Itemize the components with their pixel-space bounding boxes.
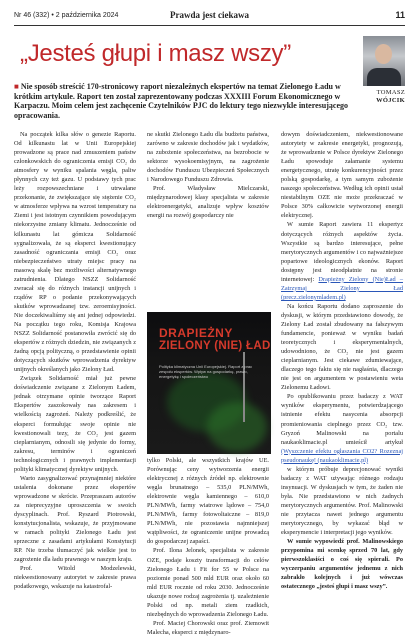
article-title: „Jesteś głupi i masz wszy” <box>20 40 291 67</box>
paragraph: w którym próbuje deprecjonować wyniki badaczy z WAT używając różnego rodzaju insynuacji. W dyskusjach w tym, że żaden nie była. Nie przedstawiono w nich żadnych merytorycznych argumentów. Prof. Malinowski nie przytacza nawet jednego argumentu merytorycznego, by wykazać błąd w eksperymencie i interpretacji jego wyników. <box>281 465 403 537</box>
report-cover-image <box>147 312 271 454</box>
paragraph <box>281 220 403 301</box>
column-3 <box>281 20 403 591</box>
paragraph: Na końcu Raportu dodano zaproszenie do dyskusji, w którym przedstawiono dowody, że Zielony Ład został zbudowany na fałszywym fundamencie, ponieważ w wyniku badań teoretycznych i eksperymentalnych, udowodniono, że CO₂ nie jest gazem cieplarnianym. Jest ciekawe zdumiewające, dlaczego tego faktu się nie nagłaśnia, dlaczego nie jest on argumentem w postawieniu weta Zielonemu Ładowi. <box>281 302 403 392</box>
paragraph-text: W sumie Raport zawiera 11 ekspertyz dotyczących różnych aspektów życia. Wszystkie są bardzo interesujące, pełne merytorycznych argumentów i co najważniejsze popartowe ideologicznych ekonów. Raport dostępny jest nieodpłatnie na stronie internetowej: <box>281 221 403 283</box>
closing-paragraph: W sumie wypowiedź prof. Malinowskiego przypomina mi scenkę sprzed 70 lat, gdy pierwszoklasiści o coś się spierali. Po wyczerpaniu argumentów jednemu z nich zabrakło kolejnych i już wówczas ostatecznego „jesteś głupi i masz wszy”. <box>281 538 403 591</box>
article-link[interactable]: (Wyszczenie efektu ogłaszania CO2? Rozeznaj pseudonaukę! (naukaoklimacie.pl) <box>281 447 403 464</box>
column-2-bottom <box>147 456 269 636</box>
paragraph: dowym doświadczeniem, niekwestionowane autorytety w zakresie energetyki, prognozują, że wprowadzenie w Polsce dyrektyw Zielonego Ładu spowoduje załamanie systemu energetycznego, utratę konkurencyjności przez polską gospodarkę, a tym samym zubożenie naszego społeczeństwa. Według ich opinii ustał niestabilnym OZE nie może przekraczać w Polsce 30% całkowicie wytworzonej energii elektrycznej. <box>281 131 403 220</box>
paragraph: Prof. Witold Modzelewski, niekwestionowany autorytet w zakresie prawa podatkowego, wskazuje na katastrofal- <box>14 565 136 591</box>
author-last-name: WÓJCIK <box>376 97 405 104</box>
paragraph: Na początek kilka słów o genezie Raportu. Od kilkunastu lat w Unii Europejskiej prowadzone są prace nad zmuszeniem państw członkowskich do ograniczenia emisji CO₂ do atmosfery w wyniku spalania węgla, paliw płynnych czy też gazu. U podstawy tych prac leży rozpowszechniane i utrwalane przekonanie, że zwiększające się stężenie CO₂ w atmosferze wpływa na wzrost temperatury na Ziemi i jest istotnym czynnikiem powodującym niekorzystne zmiany klimatu. Jednocześnie od kilkunastu lat gómicza Solidarność sygnalizowała, że są eksperci kwestionujący zasadność ograniczania emisji CO₂ oraz niebezpieczeństwo utraty miejsc pracy na masową skalę bez możliwości alternatywnego zatrudnienia. Dlatego NSZZ Solidarność zwracał się do różnych instancji unijnych i rządów RP o podanie przekonywających skutków wprowadzanej tzw. zeroemisyjności. Nie doczekiwaliśmy się ani jednej odpowiedzi. Na początku tego roku, Komisja Krajowa NSZZ Solidarność postanowiła zwrócić się do ekspertów z różnych dziedzin, nie związanych z żadną opcją polityczną, o przedstawienie opinii dotyczących skutków wprowadzenia dyrektyw unijnych określanych jako Zielony Ład. <box>14 131 136 374</box>
page-number: 11 <box>395 10 405 20</box>
lead-bullet-icon: ■ <box>14 82 19 91</box>
paragraph: Związek Solidarność miał już pewne doświadczenie związane z Zielonym Ładem, jednak otrzymane opinie tworzące Raport Ekspertów zaszokowały nas zakresem i wielkością zagrożeń. Należy podkreślić, że eksperci formułując swoje opinie nie kwestionowali tezy, że CO₂ jest gazem cieplarnianym, odnosili się jedynie do formy, zakresu, terminów i ograniczeń technologicznych i prawnych implementacji polityki klimatycznej dyrektyw unijnych. <box>14 375 136 473</box>
column-2-top <box>147 130 269 310</box>
cover-title-line1: DRAPIEŻNY <box>159 326 233 340</box>
pylon-graphic <box>243 352 245 422</box>
section-title: Prawda jest ciekawa <box>170 10 249 20</box>
report-link[interactable]: Drapieżny Zielony (Nie)Ład – Zatrzymaj Zielony Ład (precz.zielonymladem.pl) <box>281 275 403 301</box>
cover-subtitle: Polityka klimatyczna Unii Europejskiej. Raport z prac zespołu ekspertów. Wpływ na gospodarkę, prawo, energetykę i społeczeństwo <box>159 364 253 379</box>
paragraph <box>281 392 403 464</box>
paragraph: Warto zasygnalizować przynajmniej niektóre ustalenia dokonane przez ekspertów wprowadzone w skrócie. Przepraszam autorów za nieprecyzyjne uproszczenia w swoich dyscyplinach. Prof. Ryszard Piotrowski, konstytucjonalista, wskazuje, że przyjmowane w ramach polityki Zielonego Ładu jest sprzeczne z zasadami artykułami Konstytucji RP. Nie trzeba tłumaczyć jak wielkie jest to zagrożenie dla ładu prawnego w naszym kraju. <box>14 474 136 564</box>
paragraph: tylko Polski, ale wszystkich krajów UE. Porównując ceny wytworzenia energii elektrycznej z różnych źródeł np. elektrownie węgla brunatnego – 535,0 PLN/MWh, elektrownie węgla kamiennego – 610,0 PLN/MWh, farmy wiatrowe lądowe – 754,0 PLN/MWh, farmy fotowoltaiczne – 819,0 PLN/MWh, nie pozostawia najmniejszej wątpliwości, że ograniczenie unijne prowadzą do gospodarczej zapaści. <box>147 457 269 546</box>
paragraph-text: Po opublikowaniu przez badaczy z WAT wyników eksperymentu, potwierdzającego istnienie efektu nasycenia absorpcji promieniowania cieplnego przez CO₂ tzw. Gryzoń Malinowski na portalu naukaoklimacie.pl umieścił artykuł <box>281 393 403 446</box>
cover-glow <box>207 402 267 452</box>
cover-title-line2: ZIELONY (NIE) ŁAD <box>159 340 271 352</box>
lead-text: Nie sposób streścić 170-stronicowy raport niezależnych ekspertów na temat Zielonego Ładu w krótkim artykule. Raport ten został zaprezentowany podczas XXXIII Forum Ekonomicznego w Karpaczu. Moim celem jest zachęcenie Czytelników PJC do lektury tego niezwykle interesującego opracowania. <box>14 82 348 120</box>
paragraph: Prof. Ilona Jelonek, specjalista w zakresie OZE, podaje koszty transformacji do celów Zielonego Ładu i Fit for 55 w Polsce na poziomie ponad 500 mld EUR oraz około 60 mld EUR rocznie od roku 2030. Jednocześnie ukazuje nowe rodzaj zagrożenia tj. uzależnienie Polski od np. metali ziem rzadkich, niezbędnych do wprowadzenia Zielonego Ładu. <box>147 547 269 618</box>
issue-info: Nr 46 (332) • 2 października 2024 <box>14 12 119 19</box>
paragraph: Prof. Władysław Mielczarski, międzynarodowej klasy specjalista w zakresie elektroenergetyki, analizuje wpływ kosztów energii na rozwój gospodarczy nie <box>147 185 269 220</box>
author-first-name: TOMASZ <box>376 89 405 96</box>
paragraph: Prof. Maciej Chorowski oraz prof. Ziemowit Malecha, eksperci z międzynaro- <box>147 619 269 636</box>
column-1 <box>14 130 136 591</box>
paragraph: ne skutki Zielonego Ładu dla budżetu państwa, zarówno w zakresie dochodów jak i wydatków, na zubożenie społeczeństwa, na bezrobocie w sektorze wysokoemisyjnym, na zagrożenie dochodów Funduszu Ubezpieczeń Społecznych i Narodowego Funduszu Zdrowia. <box>147 131 269 184</box>
